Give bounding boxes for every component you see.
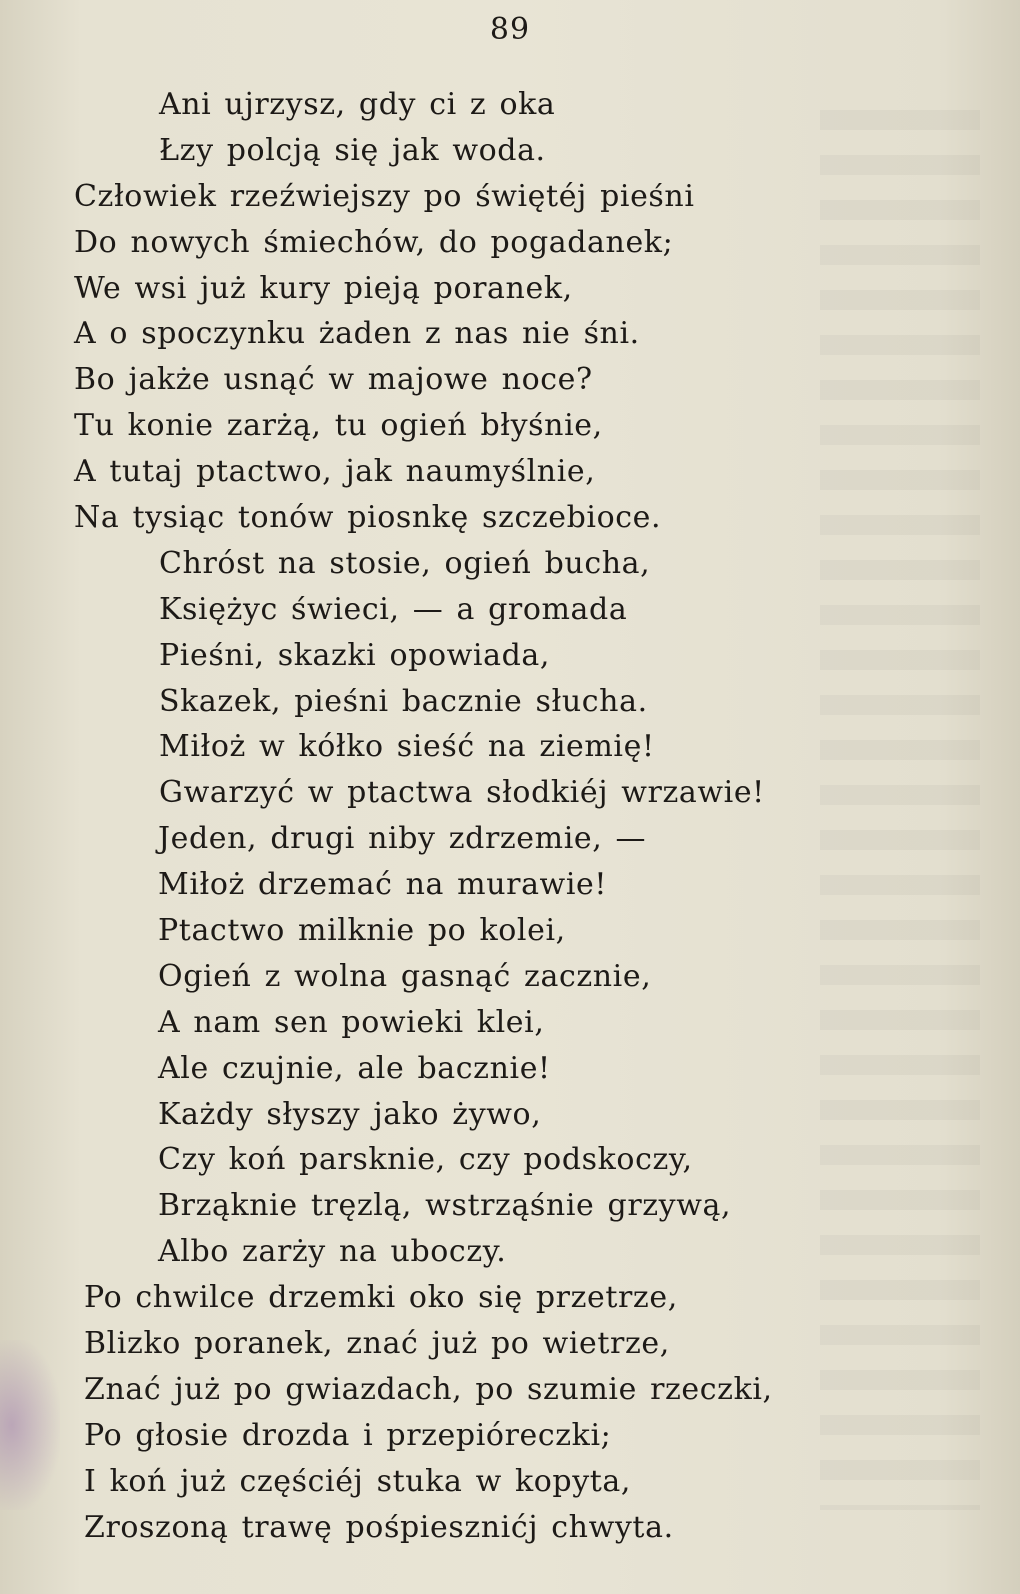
poem-line: A nam sen powieki klei,	[158, 1004, 545, 1040]
poem-line: Czy koń parsknie, czy podskoczy,	[158, 1142, 693, 1178]
poem-line: Tu konie zarżą, tu ogień błyśnie,	[74, 408, 603, 444]
poem-line: Ale czujnie, ale bacznie!	[158, 1050, 551, 1086]
poem-line: Łzy polcją się jak woda.	[159, 132, 546, 168]
poem-line: Bo jakże usnąć w majowe noce?	[74, 362, 593, 398]
poem-line: Do nowych śmiechów, do pogadanek;	[74, 224, 674, 260]
poem-line: Blizko poranek, znać już po wietrze,	[84, 1326, 670, 1362]
poem-line: Ptactwo milknie po kolei,	[158, 913, 566, 949]
poem-line: Chróst na stosie, ogień bucha,	[159, 545, 651, 581]
poem-line: Po chwilce drzemki oko się przetrze,	[84, 1280, 678, 1316]
poem-line: A tutaj ptactwo, jak naumyślnie,	[74, 454, 596, 490]
poem-line: Miłoż w kółko sieść na ziemię!	[159, 729, 655, 765]
poem-line: Brząknie tręzlą, wstrząśnie grzywą,	[158, 1188, 732, 1224]
poem-line: Albo zarży na uboczy.	[158, 1234, 507, 1270]
poem-line: Gwarzyć w ptactwa słodkiéj wrzawie!	[159, 775, 765, 811]
poem-line: Jeden, drugi niby zdrzemie, —	[158, 821, 647, 857]
poem-line: Ani ujrzysz, gdy ci z oka	[159, 87, 556, 122]
poem-line: A o spoczynku żaden z nas nie śni.	[74, 316, 640, 352]
poem-line: Każdy słyszy jako żywo,	[158, 1096, 542, 1132]
poem-line: Miłoż drzemać na murawie!	[158, 867, 608, 903]
poem-line: Człowiek rzeźwiejszy po świętéj pieśni	[74, 178, 695, 214]
poem-line: We wsi już kury pieją poranek,	[74, 270, 573, 306]
poem-line: Pieśni, skazki opowiada,	[159, 637, 551, 673]
poem-line: Skazek, pieśni bacznie słucha.	[159, 683, 648, 719]
poem-line: Ogień z wolna gasnąć zacznie,	[158, 958, 652, 994]
page-number: 89	[489, 12, 531, 47]
poem-line: Zroszoną trawę pośpiesznićj chwyta.	[84, 1509, 674, 1545]
poem-line: Znać już po gwiazdach, po szumie rzeczki,	[84, 1371, 773, 1407]
poem-line: I koń już częściéj stuka w kopyta,	[84, 1463, 632, 1499]
poem-line: Na tysiąc tonów piosnkę szczebioce.	[74, 500, 662, 536]
poem-line: Księżyc świeci, — a gromada	[159, 591, 628, 627]
poem-line: Po głosie drozda i przepióreczki;	[84, 1417, 612, 1453]
poem-text	[0, 82, 960, 1551]
